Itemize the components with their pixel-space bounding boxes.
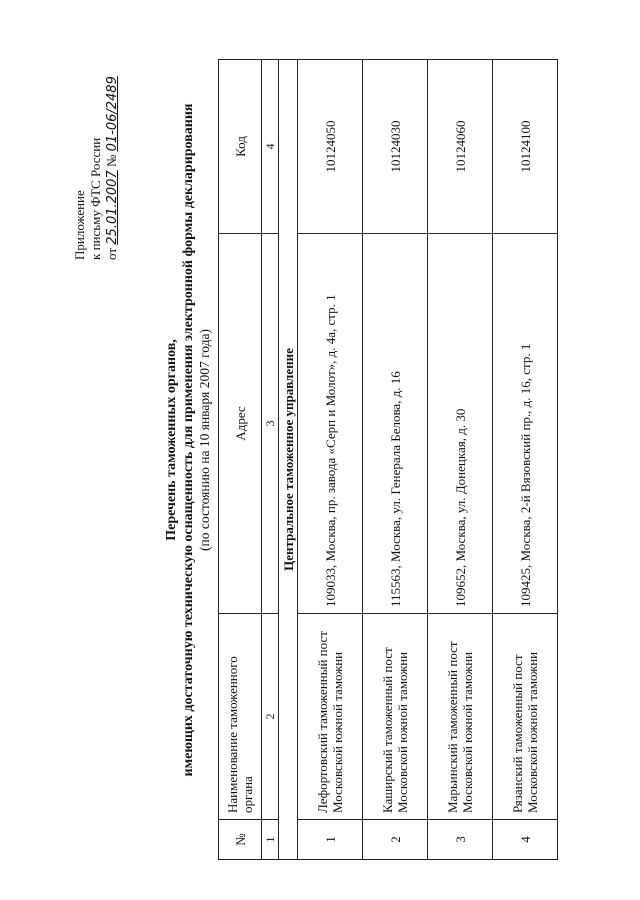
column-number: 2 — [262, 614, 279, 820]
column-number-row — [262, 60, 279, 860]
row-name: Рязанский таможенный пост Московской южной таможни — [493, 614, 558, 820]
header-address: Адрес — [219, 234, 262, 614]
row-name: Лефортовский таможенный пост Московской южной таможни — [298, 614, 363, 820]
row-address: 115563, Москва, ул. Генерала Белова, д. 16 — [363, 234, 428, 614]
annex-from-label: от — [104, 247, 119, 260]
row-number: 4 — [493, 820, 558, 860]
row-address: 109652, Москва, ул. Донецкая, д. 30 — [428, 234, 493, 614]
table-header-row — [219, 60, 262, 860]
column-number: 4 — [262, 60, 279, 234]
column-number: 1 — [262, 820, 279, 860]
annex-number-label: № — [104, 154, 119, 168]
annex-line-1: Приложение — [72, 190, 87, 260]
handwritten-number: 01-06/2489 — [105, 76, 120, 152]
handwritten-date: 25.01.2007 — [105, 170, 120, 245]
document-subtitle: имеющих достаточную техническую оснащенность для применения электронной формы декларирования — [181, 103, 196, 777]
header-name: Наименование таможенного органа — [219, 614, 262, 820]
table-row — [493, 60, 558, 860]
table-row — [428, 60, 493, 860]
annex-line-3 — [104, 0, 121, 260]
header-number: № — [219, 820, 262, 860]
row-number: 1 — [298, 820, 363, 860]
row-code: 10124030 — [363, 60, 428, 234]
customs-table — [218, 59, 558, 860]
document-date-note: (по состоянию на 10 января 2007 года) — [197, 329, 212, 551]
row-code: 10124060 — [428, 60, 493, 234]
row-name: Марьинский таможенный пост Московской южной таможни — [428, 614, 493, 820]
region-name: Центральное таможенное управление — [279, 60, 298, 860]
region-row — [279, 60, 298, 860]
annex-line-2: к письму ФТС России — [88, 137, 103, 260]
row-number: 3 — [428, 820, 493, 860]
row-name: Каширский таможенный пост Московской южной таможни — [363, 614, 428, 820]
row-code: 10124100 — [493, 60, 558, 234]
column-number: 3 — [262, 234, 279, 614]
header-code: Код — [219, 60, 262, 234]
row-number: 2 — [363, 820, 428, 860]
row-address: 109425, Москва, 2-й Вязовский пр., д. 16, стр. 1 — [493, 234, 558, 614]
document-title: Перечень таможенных органов, — [164, 339, 179, 541]
table-row — [298, 60, 363, 860]
row-address: 109033, Москва, пр. завода «Серп и Молот», д. 4а, стр. 1 — [298, 234, 363, 614]
row-code: 10124050 — [298, 60, 363, 234]
annex-block — [72, 0, 121, 260]
table-row — [363, 60, 428, 860]
